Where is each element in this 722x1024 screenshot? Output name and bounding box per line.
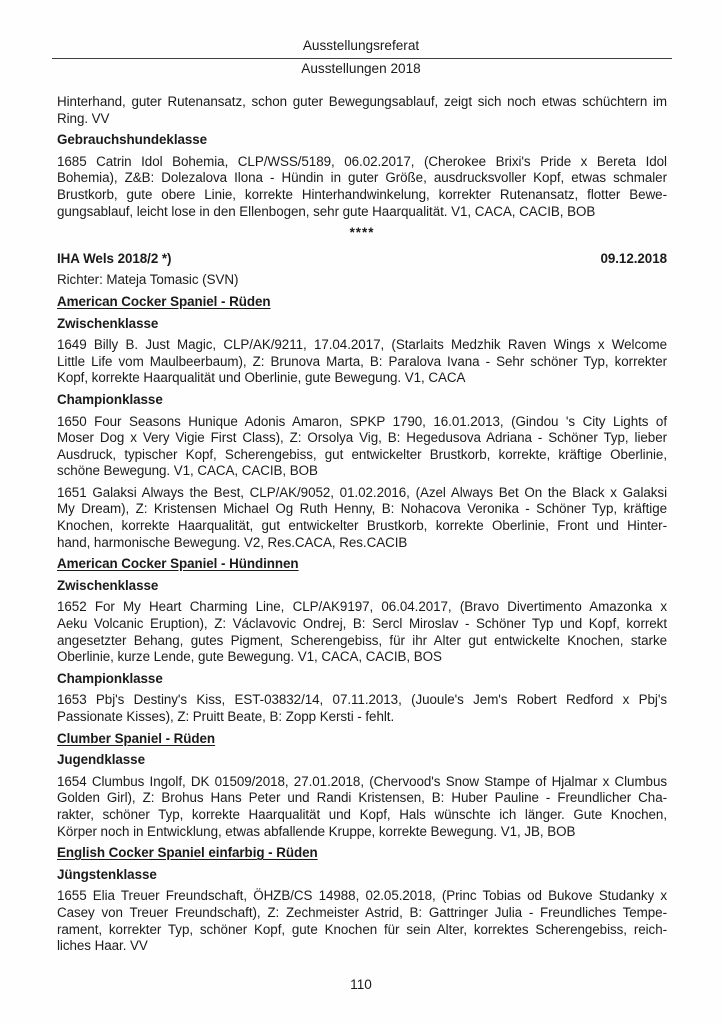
class-heading: Jugendklasse [57,752,145,768]
paragraph [57,692,667,725]
text-line: schöne Bewegung. V1, CACA, CACIB, BOB [57,463,318,479]
text-line: Kopf, korrekte Haarqualität und Oberlinie, gute Bewegung. V1, CACA [57,370,466,386]
text-line: angesetzter Behang, gutes Pigment, Scherengebiss, für ihr Alter gut entwickelte Knochen, starke [57,632,667,648]
text-line: Golden Girl), Z: Brohus Hans Peter und Randi Kristensen, B: Huber Pauline - Freundlicher Cha- [57,790,667,806]
text-line: 1655 Elia Treuer Freundschaft, ÖHZB/CS 14988, 02.05.2018, (Princ Tobias od Bukove Studanky x [57,888,667,904]
report-title: Ausstellungsreferat [302,38,420,53]
paragraph [57,414,667,480]
text-line: Aeku Volcanic Eruption), Z: Václavovic Ondrej, B: Sercl Miroslav - Schöner Typ und Kopf, korrekt [57,616,667,632]
text-line: rament, korrekter Typ, schöner Kopf, gute Knochen für sein Alter, korrektes Scherengebiss, reich- [57,921,667,937]
paragraph [57,154,667,220]
text-line: Oberlinie, kurze Lende, gute Bewegung. V1, CACA, CACIB, BOS [57,649,442,665]
text-line: Knochen, korrekte Haarqualität, gut entwickelter Brustkorb, korrekte Oberlinie, Front und Hinter- [57,518,667,534]
event-header [57,251,667,268]
paragraph [57,774,667,840]
class-heading: Jüngstenklasse [57,866,157,882]
page-header [0,0,722,77]
text-line: Ausdruck, typischer Kopf, Scherengebiss, gut entwickelter Brustkorb, korrekte, kräftige Oberlinie, [57,446,667,462]
text-line: Passionate Kisses), Z: Pruitt Beate, B: Zopp Kersti - fehlt. [57,709,395,724]
breed-heading: English Cocker Spaniel einfarbig - Rüden [57,845,318,861]
paragraph [57,337,667,387]
breed-heading: Clumber Spaniel - Rüden [57,730,216,746]
text-line: rakter, schöner Typ, korrekte Haarqualität und Kopf, Hals wünschte ich länger. Gute Knochen, [57,806,667,822]
paragraph [57,272,667,289]
breed-heading: American Cocker Spaniel - Rüden [57,293,271,309]
class-heading: Gebrauchshundeklasse [57,132,208,148]
paragraph [57,485,667,551]
text-line: Richter: Mateja Tomasic (SVN) [57,272,239,288]
header-divider [52,58,672,59]
class-heading: Zwischenklasse [57,315,159,331]
text-line: Hinterhand, guter Rutenansatz, schon guter Bewegungsablauf, zeigt sich noch etwas schüchtern im [57,94,667,109]
text-line: Casey von Treuer Freundschaft), Z: Zechmeister Astrid, B: Gattringer Julia - Freundliches Tempe- [57,904,667,920]
paragraph [57,888,667,954]
page-number: 110 [350,977,372,992]
text-line: 1649 Billy B. Just Magic, CLP/AK/9211, 17.04.2017, (Starlaits Medzhik Raven Wings x Welcome [57,337,667,353]
class-heading: Championklasse [57,670,163,686]
paragraph [57,599,667,665]
text-line: Little Life vom Maulbeerbaum), Z: Brunova Marta, B: Paralova Ivana - Sehr schöner Typ, korrekter [57,353,667,369]
text-line: Brustkorb, gute obere Linie, korrekte Hinterhandwinkelung, korrekter Rutenansatz, flotter Bewe- [57,186,667,202]
text-line: Körper noch in Entwicklung, etwas abfallende Kruppe, korrekte Bewegung. V1, JB, BOB [57,823,576,839]
class-heading: Zwischenklasse [57,577,159,593]
text-line: 1650 Four Seasons Hunique Adonis Amaron, SPKP 1790, 16.01.2013, (Gindou 's City Lights of [57,413,667,429]
text-line: hand, harmonische Bewegung. V2, Res.CACA, Res.CACIB [57,534,408,550]
page-footer [0,977,722,992]
section-separator: **** [349,225,375,241]
class-heading: Championklasse [57,391,163,407]
paragraph [57,94,667,127]
event-date: 09.12.2018 [600,250,667,266]
text-line: 1652 For My Heart Charming Line, CLP/AK9197, 06.04.2017, (Bravo Divertimento Amazonka x [57,599,667,615]
text-line: 1651 Galaksi Always the Best, CLP/AK/9052, 01.02.2016, (Azel Always Bet On the Black x Galaksi [57,484,667,500]
text-line: Moser Dog x Very Vigie First Class), Z: Orsolya Vig, B: Hegedusova Adriana - Schöner Typ, lieber [57,430,667,446]
text-line: Bohemia), Z&B: Dolezalova Ilona - Hündin in guter Größe, ausdrucksvoller Kopf, etwas schmaler [57,170,667,186]
text-line: 1653 Pbj's Destiny's Kiss, EST-03832/14, 07.11.2013, (Juoule's Jem's Robert Redford x Pbj's [57,692,667,708]
text-line: liches Haar. VV [57,938,148,954]
event-name: IHA Wels 2018/2 *) [57,250,172,266]
text-line: 1654 Clumbus Ingolf, DK 01509/2018, 27.01.2018, (Chervood's Snow Stampe of Hjalmar x Clumbus [57,773,667,789]
breed-heading: American Cocker Spaniel - Hündinnen [57,556,299,572]
text-line: 1685 Catrin Idol Bohemia, CLP/WSS/5189, 06.02.2017, (Cherokee Brixi's Pride x Bereta Idol [57,153,667,169]
text-line: My Dream), Z: Kristensen Michael Og Ruth Henny, B: Nohacova Veronika - Schöner Typ, kräftige [57,501,667,517]
report-subtitle: Ausstellungen 2018 [301,60,421,76]
document-content [57,94,667,955]
text-line: Ring. VV [57,110,110,126]
text-line: gungsablauf, leicht lose in den Ellenbogen, sehr gute Haarqualität. V1, CACA, CACIB, BOB [57,203,596,219]
